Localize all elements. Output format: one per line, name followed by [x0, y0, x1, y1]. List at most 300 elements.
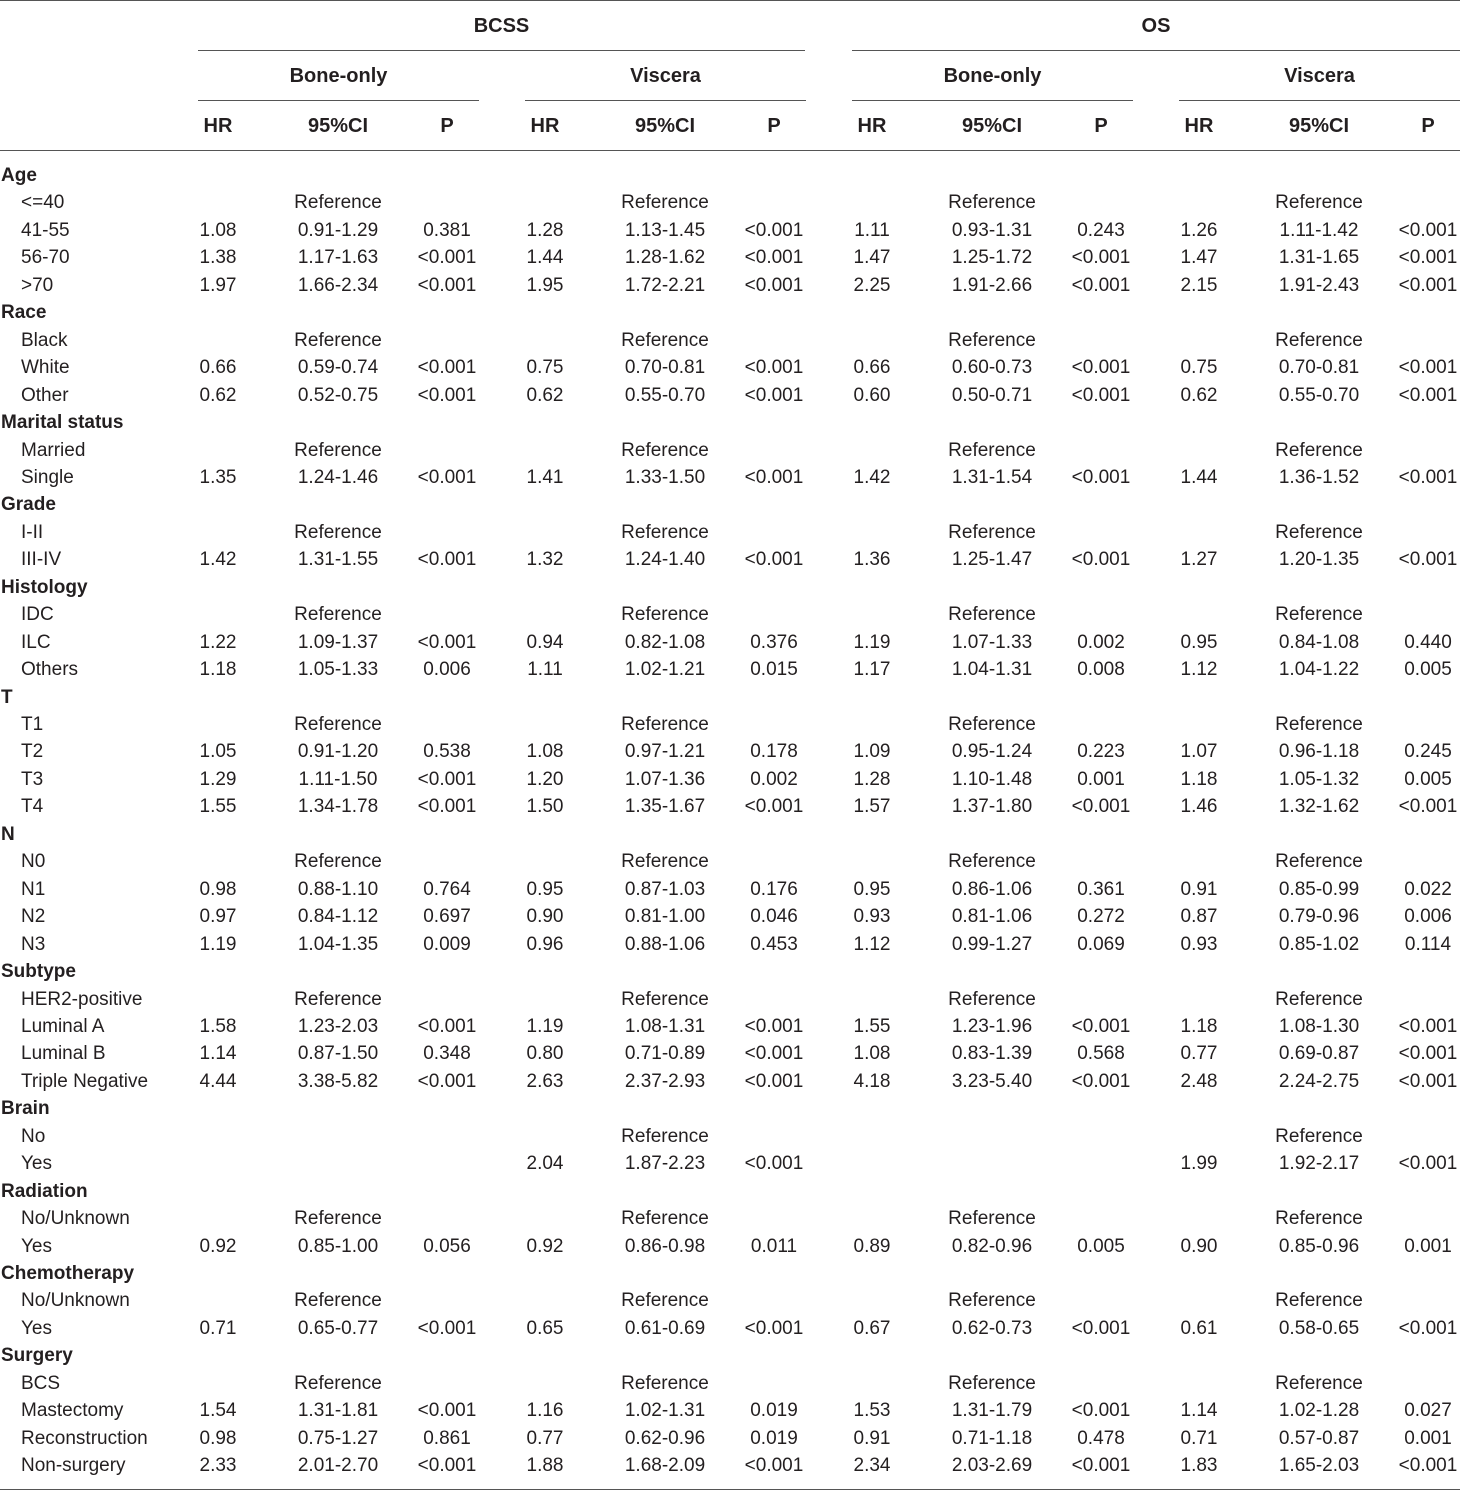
p-cell: <0.001 [417, 1318, 477, 1339]
hr-cell: 0.93 [1180, 934, 1218, 955]
p-cell: <0.001 [1398, 385, 1458, 406]
level-label: N3 [21, 934, 46, 955]
level-label: Triple Negative [21, 1071, 149, 1092]
p-cell: <0.001 [1398, 1318, 1458, 1339]
hr-cell: 0.62 [199, 385, 237, 406]
p-cell: 0.008 [1077, 659, 1125, 680]
ci-cell: 1.10-1.48 [951, 769, 1033, 790]
group-header-bcss: BCSS [473, 15, 530, 37]
hr-cell: 1.09 [853, 741, 891, 762]
p-cell: <0.001 [417, 769, 477, 790]
level-label: HER2-positive [21, 989, 143, 1010]
ci-cell: 0.69-0.87 [1278, 1043, 1360, 1064]
p-cell: 0.005 [1404, 659, 1452, 680]
p-cell: <0.001 [1398, 549, 1458, 570]
hr-cell: 1.47 [853, 247, 891, 268]
reference-cell: Reference [1275, 522, 1363, 543]
subgroup-header-bcss-bone-only: Bone-only [289, 65, 388, 87]
col-header-p: P [1094, 115, 1108, 137]
p-cell: 0.022 [1404, 879, 1452, 900]
hr-cell: 0.90 [526, 906, 564, 927]
hr-cell: 0.66 [199, 357, 237, 378]
hr-cell: 1.14 [1180, 1400, 1218, 1421]
ci-cell: 2.24-2.75 [1278, 1071, 1360, 1092]
p-cell: 0.015 [750, 659, 798, 680]
hr-cell: 1.53 [853, 1400, 891, 1421]
p-cell: 0.069 [1077, 934, 1125, 955]
p-cell: <0.001 [744, 467, 804, 488]
ci-cell: 0.79-0.96 [1278, 906, 1360, 927]
ci-cell: 1.02-1.21 [624, 659, 706, 680]
ci-cell: 1.31-1.54 [951, 467, 1033, 488]
hr-cell: 1.16 [526, 1400, 564, 1421]
ci-cell: 1.92-2.17 [1278, 1153, 1360, 1174]
hr-cell: 1.26 [1180, 220, 1218, 241]
p-cell: 0.223 [1077, 741, 1125, 762]
ci-cell: 1.68-2.09 [624, 1455, 706, 1476]
reference-cell: Reference [621, 714, 709, 735]
reference-cell: Reference [1275, 989, 1363, 1010]
hr-cell: 0.96 [526, 934, 564, 955]
reference-cell: Reference [294, 604, 382, 625]
reference-cell: Reference [294, 192, 382, 213]
col-header-hr: HR [203, 115, 233, 137]
level-label: Non-surgery [21, 1455, 126, 1476]
group-header-os: OS [1141, 15, 1171, 37]
ci-cell: 0.84-1.08 [1278, 632, 1360, 653]
level-label: Yes [21, 1236, 52, 1257]
p-cell: 0.764 [423, 879, 471, 900]
level-label: Single [21, 467, 74, 488]
variable-label: Brain [1, 1098, 50, 1119]
variable-label: Age [1, 165, 37, 186]
hr-cell: 1.18 [1180, 769, 1218, 790]
ci-cell: 1.24-1.40 [624, 549, 706, 570]
level-label: Luminal B [21, 1043, 106, 1064]
hr-cell: 0.92 [526, 1236, 564, 1257]
variable-label: Grade [1, 494, 56, 515]
reference-cell: Reference [294, 440, 382, 461]
reference-cell: Reference [1275, 1373, 1363, 1394]
p-cell: 0.568 [1077, 1043, 1125, 1064]
p-cell: 0.019 [750, 1400, 798, 1421]
hr-cell: 0.80 [526, 1043, 564, 1064]
col-header-p: P [767, 115, 781, 137]
hr-cell: 1.41 [526, 467, 564, 488]
p-cell: <0.001 [417, 385, 477, 406]
p-cell: <0.001 [744, 549, 804, 570]
hr-cell: 0.62 [1180, 385, 1218, 406]
col-header-ci: 95%CI [634, 115, 696, 137]
ci-cell: 0.55-0.70 [1278, 385, 1360, 406]
hr-cell: 1.46 [1180, 796, 1218, 817]
p-cell: 0.027 [1404, 1400, 1452, 1421]
level-label: No/Unknown [21, 1290, 130, 1311]
os-bone-underline [852, 100, 1133, 101]
ci-cell: 0.58-0.65 [1278, 1318, 1360, 1339]
os-viscera-underline [1179, 100, 1460, 101]
p-cell: 0.178 [750, 741, 798, 762]
ci-cell: 1.20-1.35 [1278, 549, 1360, 570]
hr-cell: 0.66 [853, 357, 891, 378]
p-cell: <0.001 [1398, 796, 1458, 817]
reference-cell: Reference [1275, 851, 1363, 872]
ci-cell: 1.66-2.34 [297, 275, 379, 296]
p-cell: 0.243 [1077, 220, 1125, 241]
ci-cell: 1.32-1.62 [1278, 796, 1360, 817]
p-cell: <0.001 [1398, 275, 1458, 296]
ci-cell: 1.34-1.78 [297, 796, 379, 817]
hr-cell: 1.35 [199, 467, 237, 488]
level-label: ILC [21, 632, 51, 653]
ci-cell: 1.23-2.03 [297, 1016, 379, 1037]
hr-cell: 1.11 [854, 220, 890, 241]
hr-cell: 4.18 [853, 1071, 891, 1092]
ci-cell: 0.91-1.29 [297, 220, 379, 241]
ci-cell: 0.88-1.06 [624, 934, 706, 955]
level-label: Married [21, 440, 86, 461]
p-cell: <0.001 [417, 1400, 477, 1421]
p-cell: <0.001 [744, 220, 804, 241]
level-label: 41-55 [21, 220, 70, 241]
p-cell: <0.001 [744, 247, 804, 268]
reference-cell: Reference [621, 851, 709, 872]
reference-cell: Reference [294, 851, 382, 872]
reference-cell: Reference [621, 1208, 709, 1229]
p-cell: <0.001 [1071, 357, 1131, 378]
hr-cell: 2.63 [526, 1071, 564, 1092]
hr-cell: 1.83 [1180, 1455, 1218, 1476]
level-label: Mastectomy [21, 1400, 124, 1421]
level-label: 56-70 [21, 247, 70, 268]
p-cell: <0.001 [1071, 275, 1131, 296]
hr-cell: 1.28 [853, 769, 891, 790]
p-cell: 0.478 [1077, 1428, 1125, 1449]
ci-cell: 2.03-2.69 [951, 1455, 1033, 1476]
reference-cell: Reference [621, 330, 709, 351]
ci-cell: 0.57-0.87 [1278, 1428, 1360, 1449]
variable-label: Chemotherapy [1, 1263, 135, 1284]
p-cell: <0.001 [1398, 1043, 1458, 1064]
ci-cell: 1.37-1.80 [951, 796, 1033, 817]
hr-cell: 1.19 [199, 934, 237, 955]
variable-label: Histology [1, 577, 88, 598]
ci-cell: 0.82-0.96 [951, 1236, 1033, 1257]
hr-cell: 0.61 [1180, 1318, 1218, 1339]
hr-cell: 1.20 [526, 769, 564, 790]
p-cell: 0.006 [1404, 906, 1452, 927]
reference-cell: Reference [948, 330, 1036, 351]
p-cell: <0.001 [744, 1318, 804, 1339]
reference-cell: Reference [948, 522, 1036, 543]
p-cell: <0.001 [1071, 467, 1131, 488]
hr-cell: 1.32 [526, 549, 564, 570]
level-label: T3 [21, 769, 44, 790]
p-cell: 0.361 [1077, 879, 1125, 900]
reference-cell: Reference [294, 714, 382, 735]
ci-cell: 0.71-1.18 [951, 1428, 1033, 1449]
p-cell: <0.001 [744, 1071, 804, 1092]
reference-cell: Reference [1275, 714, 1363, 735]
reference-cell: Reference [294, 330, 382, 351]
p-cell: <0.001 [1398, 247, 1458, 268]
reference-cell: Reference [621, 192, 709, 213]
ci-cell: 1.25-1.72 [951, 247, 1033, 268]
p-cell: 0.046 [750, 906, 798, 927]
p-cell: <0.001 [417, 1016, 477, 1037]
hr-cell: 1.18 [199, 659, 237, 680]
p-cell: <0.001 [1398, 1153, 1458, 1174]
ci-cell: 0.96-1.18 [1278, 741, 1360, 762]
hr-cell: 0.95 [526, 879, 564, 900]
level-label: N2 [21, 906, 46, 927]
p-cell: 0.002 [750, 769, 798, 790]
hr-cell: 1.47 [1180, 247, 1218, 268]
reference-cell: Reference [1275, 192, 1363, 213]
p-cell: <0.001 [417, 467, 477, 488]
p-cell: <0.001 [1071, 1455, 1131, 1476]
reference-cell: Reference [294, 1373, 382, 1394]
hr-cell: 1.07 [1180, 741, 1218, 762]
hr-cell: 1.08 [526, 741, 564, 762]
hr-cell: 1.50 [526, 796, 564, 817]
hr-cell: 1.12 [1180, 659, 1218, 680]
hr-cell: 1.11 [527, 659, 563, 680]
hr-cell: 1.42 [853, 467, 891, 488]
ci-cell: 3.23-5.40 [951, 1071, 1033, 1092]
p-cell: <0.001 [744, 385, 804, 406]
ci-cell: 1.28-1.62 [624, 247, 706, 268]
reference-cell: Reference [621, 1290, 709, 1311]
table-bottom-rule [0, 1489, 1460, 1490]
hr-cell: 1.88 [526, 1455, 564, 1476]
ci-cell: 1.23-1.96 [951, 1016, 1033, 1037]
p-cell: 0.697 [423, 906, 471, 927]
hr-cell: 1.54 [199, 1400, 237, 1421]
ci-cell: 0.86-0.98 [624, 1236, 706, 1257]
hr-cell: 1.42 [199, 549, 237, 570]
hr-cell: 1.08 [199, 220, 237, 241]
level-label: Yes [21, 1318, 52, 1339]
ci-cell: 1.31-1.81 [297, 1400, 379, 1421]
variable-label: Marital status [1, 412, 124, 433]
reference-cell: Reference [1275, 1290, 1363, 1311]
p-cell: <0.001 [744, 275, 804, 296]
p-cell: <0.001 [417, 247, 477, 268]
hr-cell: 1.95 [526, 275, 564, 296]
ci-cell: 0.60-0.73 [951, 357, 1033, 378]
bcss-bone-underline [198, 100, 479, 101]
ci-cell: 0.84-1.12 [297, 906, 379, 927]
hr-cell: 0.89 [853, 1236, 891, 1257]
col-header-ci: 95%CI [307, 115, 369, 137]
hr-cell: 0.93 [853, 906, 891, 927]
hr-cell: 0.95 [1180, 632, 1218, 653]
p-cell: <0.001 [1398, 357, 1458, 378]
reference-cell: Reference [294, 1290, 382, 1311]
hr-cell: 0.94 [526, 632, 564, 653]
ci-cell: 0.75-1.27 [297, 1428, 379, 1449]
variable-label: Radiation [1, 1181, 88, 1202]
variable-label: Subtype [1, 961, 76, 982]
ci-cell: 0.52-0.75 [297, 385, 379, 406]
p-cell: 0.861 [423, 1428, 471, 1449]
level-label: >70 [21, 275, 54, 296]
ci-cell: 0.85-0.96 [1278, 1236, 1360, 1257]
ci-cell: 0.91-1.20 [297, 741, 379, 762]
ci-cell: 1.04-1.31 [951, 659, 1033, 680]
p-cell: <0.001 [1398, 220, 1458, 241]
hr-cell: 1.22 [199, 632, 237, 653]
ci-cell: 1.31-1.55 [297, 549, 379, 570]
p-cell: 0.538 [423, 741, 471, 762]
ci-cell: 1.87-2.23 [624, 1153, 706, 1174]
p-cell: 0.002 [1077, 632, 1125, 653]
level-label: Black [21, 330, 68, 351]
reference-cell: Reference [948, 1373, 1036, 1394]
p-cell: <0.001 [1071, 1071, 1131, 1092]
p-cell: 0.019 [750, 1428, 798, 1449]
p-cell: 0.348 [423, 1043, 471, 1064]
ci-cell: 3.38-5.82 [297, 1071, 379, 1092]
ci-cell: 0.55-0.70 [624, 385, 706, 406]
ci-cell: 0.71-0.89 [624, 1043, 706, 1064]
ci-cell: 0.87-1.50 [297, 1043, 379, 1064]
p-cell: <0.001 [417, 796, 477, 817]
ci-cell: 0.70-0.81 [1278, 357, 1360, 378]
p-cell: <0.001 [744, 1016, 804, 1037]
hr-cell: 0.87 [1180, 906, 1218, 927]
p-cell: 0.011 [750, 1236, 798, 1257]
hr-cell: 1.57 [853, 796, 891, 817]
ci-cell: 0.62-0.73 [951, 1318, 1033, 1339]
p-cell: 0.176 [750, 879, 798, 900]
ci-cell: 0.93-1.31 [951, 220, 1033, 241]
variable-label: N [1, 824, 15, 845]
hr-cell: 1.58 [199, 1016, 237, 1037]
p-cell: <0.001 [744, 1455, 804, 1476]
subgroup-header-bcss-viscera: Viscera [630, 65, 701, 87]
hr-cell: 1.28 [526, 220, 564, 241]
hr-cell: 2.15 [1180, 275, 1218, 296]
ci-cell: 0.85-0.99 [1278, 879, 1360, 900]
level-label: <=40 [21, 192, 65, 213]
col-header-p: P [1421, 115, 1435, 137]
reference-cell: Reference [621, 522, 709, 543]
hr-cell: 1.08 [853, 1043, 891, 1064]
p-cell: <0.001 [1071, 385, 1131, 406]
col-header-hr: HR [857, 115, 887, 137]
p-cell: <0.001 [1398, 1455, 1458, 1476]
hr-cell: 0.75 [526, 357, 564, 378]
reference-cell: Reference [621, 989, 709, 1010]
ci-cell: 1.91-2.66 [951, 275, 1033, 296]
subgroup-header-os-viscera: Viscera [1284, 65, 1355, 87]
level-label: White [21, 357, 70, 378]
p-cell: 0.056 [423, 1236, 471, 1257]
p-cell: <0.001 [417, 549, 477, 570]
hr-cell: 2.34 [853, 1455, 891, 1476]
ci-cell: 1.02-1.28 [1278, 1400, 1360, 1421]
col-header-hr: HR [530, 115, 560, 137]
col-header-ci: 95%CI [1288, 115, 1350, 137]
p-cell: <0.001 [744, 1153, 804, 1174]
hr-cell: 0.91 [853, 1428, 891, 1449]
level-label: T2 [21, 741, 44, 762]
ci-cell: 1.07-1.36 [624, 769, 706, 790]
p-cell: 0.381 [423, 220, 471, 241]
ci-cell: 1.11-1.50 [298, 769, 378, 790]
variable-label: Surgery [1, 1345, 73, 1366]
ci-cell: 1.11-1.42 [1279, 220, 1359, 241]
header-bottom-rule [0, 150, 1460, 151]
hr-cell: 1.36 [853, 549, 891, 570]
ci-cell: 1.08-1.31 [624, 1016, 706, 1037]
hr-cell: 0.92 [199, 1236, 237, 1257]
p-cell: <0.001 [1071, 1016, 1131, 1037]
p-cell: <0.001 [1071, 247, 1131, 268]
hr-cell: 1.17 [853, 659, 891, 680]
ci-cell: 0.62-0.96 [624, 1428, 706, 1449]
p-cell: <0.001 [417, 1455, 477, 1476]
ci-cell: 2.37-2.93 [624, 1071, 706, 1092]
ci-cell: 0.81-1.00 [624, 906, 706, 927]
hr-cell: 2.25 [853, 275, 891, 296]
level-label: Reconstruction [21, 1428, 148, 1449]
p-cell: <0.001 [1398, 1071, 1458, 1092]
reference-cell: Reference [294, 989, 382, 1010]
hr-cell: 0.98 [199, 879, 237, 900]
ci-cell: 1.33-1.50 [624, 467, 706, 488]
reference-cell: Reference [621, 604, 709, 625]
hr-cell: 0.91 [1180, 879, 1218, 900]
ci-cell: 1.24-1.46 [297, 467, 379, 488]
p-cell: 0.005 [1077, 1236, 1125, 1257]
p-cell: <0.001 [1398, 467, 1458, 488]
ci-cell: 0.59-0.74 [297, 357, 379, 378]
p-cell: 0.272 [1077, 906, 1125, 927]
reference-cell: Reference [1275, 1126, 1363, 1147]
level-label: Yes [21, 1153, 52, 1174]
hr-cell: 0.60 [853, 385, 891, 406]
reference-cell: Reference [948, 440, 1036, 461]
ci-cell: 1.13-1.45 [624, 220, 706, 241]
level-label: No/Unknown [21, 1208, 130, 1229]
ci-cell: 0.86-1.06 [951, 879, 1033, 900]
level-label: N0 [21, 851, 46, 872]
p-cell: 0.440 [1404, 632, 1452, 653]
ci-cell: 1.05-1.33 [297, 659, 379, 680]
hr-cell: 0.98 [199, 1428, 237, 1449]
p-cell: 0.376 [750, 632, 798, 653]
p-cell: <0.001 [744, 1043, 804, 1064]
ci-cell: 0.81-1.06 [951, 906, 1033, 927]
level-label: T1 [21, 714, 44, 735]
variable-label: Race [1, 302, 47, 323]
hr-cell: 1.18 [1180, 1016, 1218, 1037]
reference-cell: Reference [1275, 330, 1363, 351]
ci-cell: 1.36-1.52 [1278, 467, 1360, 488]
hr-cell: 0.67 [853, 1318, 891, 1339]
p-cell: <0.001 [1398, 1016, 1458, 1037]
p-cell: <0.001 [417, 1071, 477, 1092]
ci-cell: 1.04-1.22 [1278, 659, 1360, 680]
hr-cell: 4.44 [199, 1071, 237, 1092]
ci-cell: 1.72-2.21 [624, 275, 706, 296]
ci-cell: 0.97-1.21 [624, 741, 706, 762]
level-label: Luminal A [21, 1016, 105, 1037]
level-label: No [21, 1126, 46, 1147]
